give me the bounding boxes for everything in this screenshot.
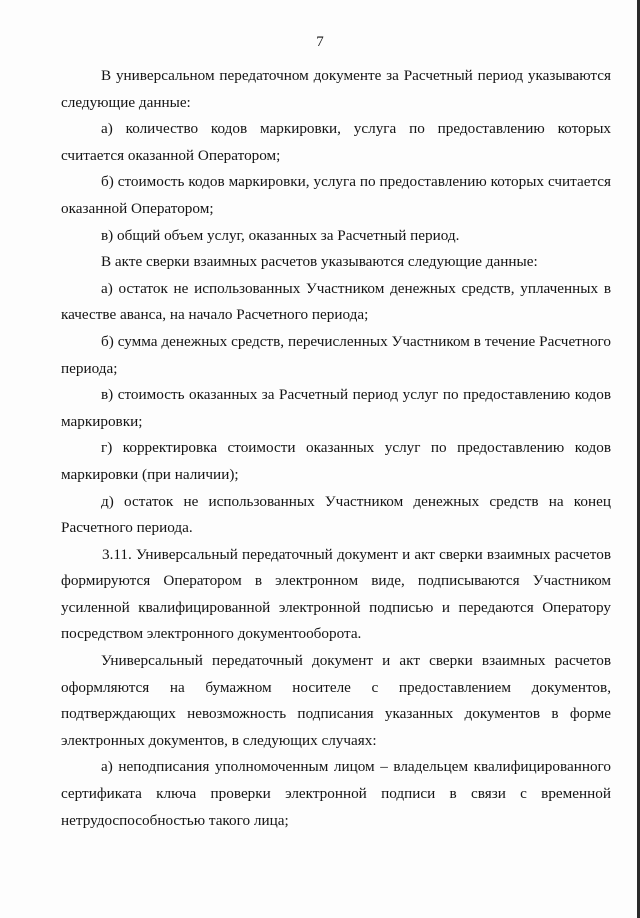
paragraph-reconciliation-item-d: г) корректировка стоимости оказанных услуг по предоставлению кодов маркировки (при наличии); (61, 439, 611, 483)
paragraph-reconciliation-item-e: д) остаток не использованных Участником денежных средств на конец Расчетного периода. (61, 492, 611, 537)
paragraph-paper-case-a: а) неподписания уполномоченным лицом – владельцем квалифицированного сертификата ключа проверки электронной подписи в связи с временной нетрудоспособностью такого лица; (61, 758, 611, 829)
page-number: 7 (316, 34, 324, 50)
paragraph-reconciliation-item-b: б) сумма денежных средств, перечисленных Участником в течение Расчетного периода; (61, 332, 611, 377)
paragraph-section-3-11: 3.11. Универсальный передаточный документ и акт сверки взаимных расчетов формируются Оператором в электронном виде, подписываются Участником усиленной квалифицированной электронной подписью и передаются Оператору посредством электронного документооборота. (61, 545, 611, 643)
paragraph-paper-cases-intro: Универсальный передаточный документ и акт сверки взаимных расчетов оформляются на бумажном носителе с предоставлением документов, подтверждающих невозможность подписания указанных документов в форме электронных документов, в следующих случаях: (61, 652, 611, 749)
paragraph-upd-intro: В универсальном передаточном документе за Расчетный период указываются следующие данные: (61, 67, 611, 111)
paragraph-reconciliation-item-c: в) стоимость оказанных за Расчетный период услуг по предоставлению кодов маркировки; (61, 386, 611, 430)
paragraph-reconciliation-intro: В акте сверки взаимных расчетов указываются следующие данные: (101, 253, 538, 271)
document-body (61, 63, 611, 834)
paragraph-upd-item-b: б) стоимость кодов маркировки, услуга по предоставлению которых считается оказанной Оператором; (61, 173, 611, 217)
paragraph-reconciliation-item-a: а) остаток не использованных Участником денежных средств, уплаченных в качестве аванса, на начало Расчетного периода; (61, 279, 611, 324)
paragraph-upd-item-a: а) количество кодов маркировки, услуга по предоставлению которых считается оказанной Оператором; (61, 120, 611, 164)
paragraph-upd-item-c: в) общий объем услуг, оказанных за Расчетный период. (101, 226, 460, 244)
